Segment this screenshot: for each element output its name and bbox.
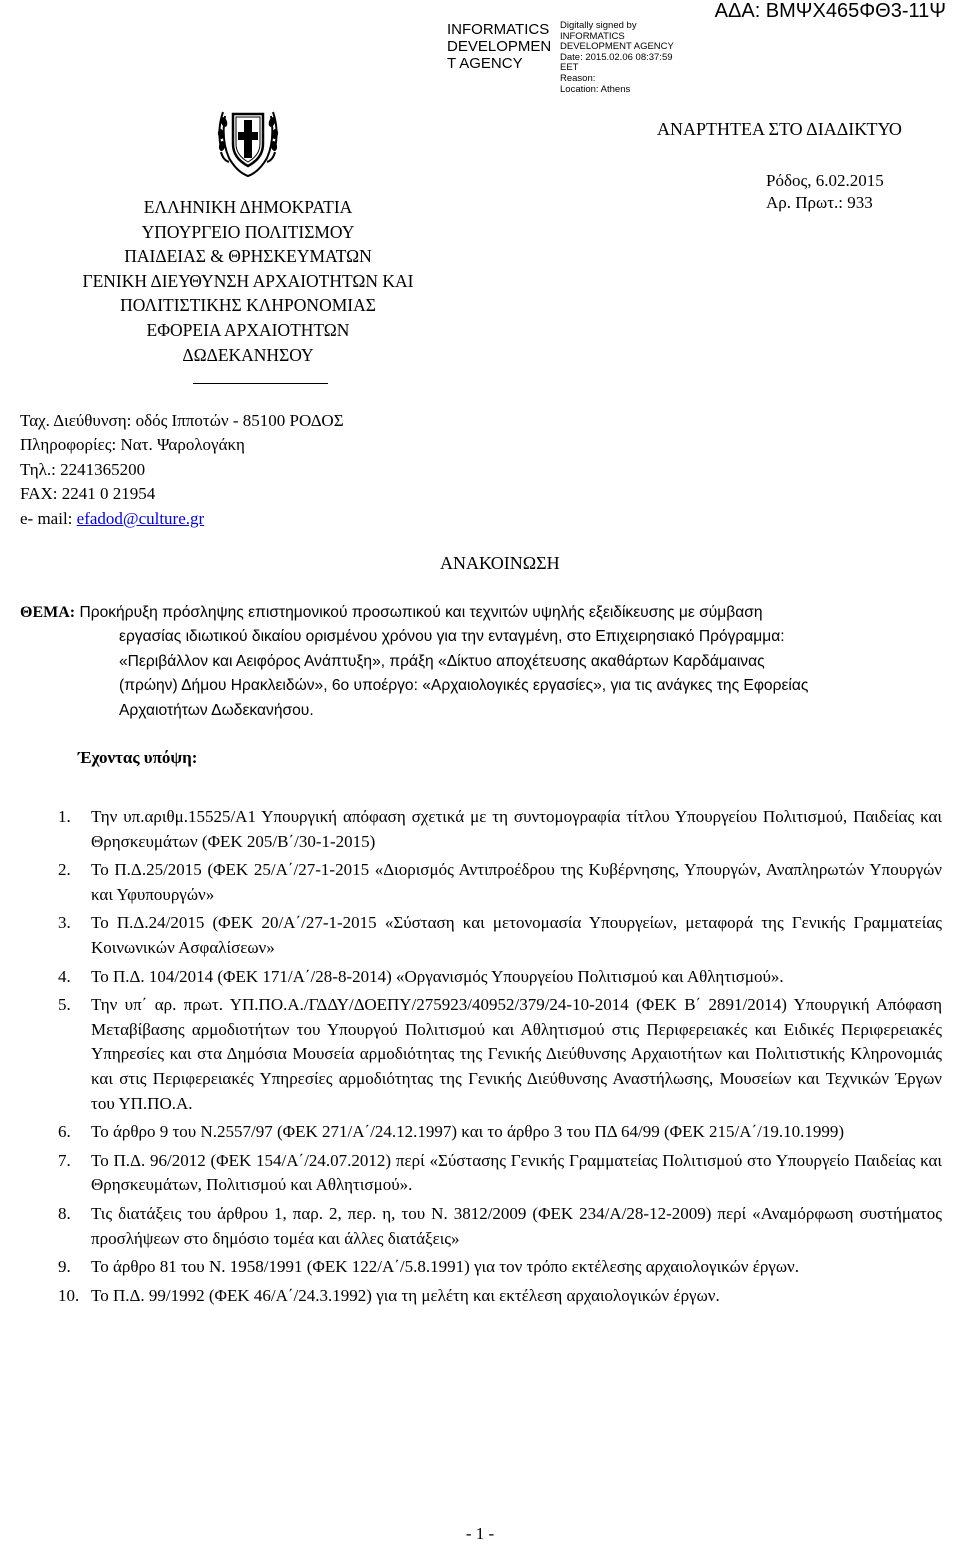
document-date: Ρόδος, 6.02.2015 <box>766 171 884 190</box>
subject-line: (πρώην) Δήμου Ηρακλειδών», 6ο υποέργο: «Αρχαιολογικές εργασίες», για τις ανάγκες της Εφορείας <box>119 677 809 695</box>
protocol-number: Αρ. Πρωτ.: 933 <box>766 193 873 212</box>
reference-item <box>58 1255 942 1280</box>
considering-heading: Έχοντας υπόψη: <box>78 748 198 767</box>
reference-number: 7. <box>58 1150 71 1170</box>
signature-detail-line: Reason: <box>560 72 596 84</box>
post-online-label: ΑΝΑΡΤΗΤΕΑ ΣΤΟ ΔΙΑΔΙΚΤΥΟ <box>657 119 902 139</box>
subject-block <box>20 601 950 723</box>
issuer-line: ΓΕΝΙΚΗ ΔΙΕΥΘΥΝΣΗ ΑΡΧΑΙΟΤΗΤΩΝ ΚΑΙ <box>82 270 414 291</box>
signature-details <box>560 21 674 95</box>
issuer-line: ΕΦΟΡΕΙΑ ΑΡΧΑΙΟΤΗΤΩΝ <box>146 319 350 340</box>
signature-org-line: INFORMATICS <box>447 21 550 38</box>
contact-block <box>20 409 344 531</box>
contact-phone: Τηλ.: 2241365200 <box>20 459 146 479</box>
issuer-line: ΔΩΔΕΚΑΝΗΣΟΥ <box>182 344 314 365</box>
page-number: - 1 - <box>465 1524 495 1543</box>
reference-text: Το Π.Δ.24/2015 (ΦΕΚ 20/Α΄/27-1-2015 «Σύσταση και μετονομασία Υπουργείων, μεταφορά της Γενικής Γραμματείας Κοινωνικών Ασφαλίσεων» <box>91 913 942 957</box>
reference-number: 3. <box>58 913 71 933</box>
contact-email-label: e- mail: <box>20 508 77 528</box>
contact-info: Πληροφορίες: Νατ. Ψαρολογάκη <box>20 435 245 455</box>
reference-number: 4. <box>58 966 71 986</box>
issuer-line: ΥΠΟΥΡΓΕΙΟ ΠΟΛΙΤΙΣΜΟΥ <box>141 221 355 242</box>
signature-detail-line: Date: 2015.02.06 08:37:59 <box>560 51 673 63</box>
reference-item <box>58 805 942 854</box>
reference-text: Το άρθρο 9 του Ν.2557/97 (ΦΕΚ 271/Α΄/24.12.1997) και το άρθρο 3 του ΠΔ 64/99 (ΦΕΚ 215/Α΄/19.10.1999) <box>91 1122 845 1142</box>
signature-detail-line: Digitally signed by <box>560 20 637 31</box>
issuer-line: ΠΑΙΔΕΙΑΣ & ΘΡΗΣΚΕΥΜΑΤΩΝ <box>124 246 372 267</box>
contact-address: Ταχ. Διεύθυνση: οδός Ιπποτών - 85100 ΡΟΔΟΣ <box>20 411 344 430</box>
signature-org-line: DEVELOPMEN <box>447 38 552 55</box>
contact-email-link[interactable]: efadod@culture.gr <box>76 508 205 528</box>
announcement-title: ΑΝΑΚΟΙΝΩΣΗ <box>440 553 560 573</box>
signature-detail-line: INFORMATICS <box>560 30 625 42</box>
reference-text: Το Π.Δ. 96/2012 (ΦΕΚ 154/Α΄/24.07.2012) περί «Σύστασης Γενικής Γραμματείας Πολιτισμού στο Υπουργείο Παιδείας και Θρησκευμάτων, Πολιτισμού και Αθλητισμού». <box>91 1150 942 1195</box>
subject-line: «Περιβάλλον και Αειφόρος Ανάπτυξη», πράξη «Δίκτυο αποχέτευσης ακαθάρτων Καρδάμαινας <box>119 652 765 670</box>
reference-text: Την υπ.αριθμ.15525/Α1 Υπουργική απόφαση σχετικά με τη συντομογραφία τίτλου Υπουργείου Πολιτισμού, Παιδείας και Θρησκευμάτων (ΦΕΚ 205/Β΄/30-1-2015) <box>91 807 942 851</box>
reference-number: 2. <box>58 860 71 880</box>
reference-text: Το Π.Δ.25/2015 (ΦΕΚ 25/Α΄/27-1-2015 «Διορισμός Αντιπροέδρου της Κυβέρνησης, Υπουργών, Αναπληρωτών Υπουργών και Υφυπουργών» <box>91 860 942 904</box>
reference-text: Το Π.Δ. 104/2014 (ΦΕΚ 171/Α΄/28-8-2014) «Οργανισμός Υπουργείου Πολιτισμού και Αθλητισμού». <box>91 966 784 986</box>
contact-email-row <box>20 507 344 531</box>
contact-fax: FAX: 2241 0 21954 <box>20 484 156 504</box>
reference-text: Το άρθρο 81 του Ν. 1958/1991 (ΦΕΚ 122/Α΄/5.8.1991) για τον τρόπο εκτέλεσης αρχαιολογικών έργων. <box>91 1257 799 1277</box>
reference-number: 9. <box>58 1257 71 1277</box>
coat-of-arms-icon <box>215 100 281 180</box>
reference-number: 5. <box>58 995 71 1015</box>
issuer-block <box>20 195 476 367</box>
reference-number: 1. <box>58 807 71 826</box>
reference-item <box>58 965 942 990</box>
issuer-line: ΕΛΛΗΝΙΚΗ ΔΗΜΟΚΡΑΤΙΑ <box>143 197 353 217</box>
reference-text: Τις διατάξεις του άρθρου 1, παρ. 2, περ. η, του Ν. 3812/2009 (ΦΕΚ 234/Α/28-12-2009) περί «Αναμόρφωση συστήματος προσλήψεων στο δημόσιο τομέα και άλλες διατάξεις» <box>91 1203 942 1248</box>
reference-text: Το Π.Δ. 99/1992 (ΦΕΚ 46/Α΄/24.3.1992) για τη μελέτη και εκτέλεση αρχαιολογικών έργων. <box>91 1285 720 1305</box>
reference-item <box>58 993 942 1116</box>
signature-detail-line: EET <box>560 62 579 74</box>
references-list <box>58 805 942 1312</box>
subject-line: Προκήρυξη πρόσληψης επιστημονικού προσωπικού και τεχνιτών υψηλής εξειδίκευσης με σύμβαση <box>79 604 763 621</box>
issuer-divider <box>193 383 328 384</box>
date-block <box>766 170 884 214</box>
subject-line: εργασίας ιδιωτικού δικαίου ορισμένου χρόνου για την ενταγμένη, στο Επιχειρησιακό Πρόγραμμα: <box>119 628 785 646</box>
reference-item <box>58 1120 942 1145</box>
reference-number: 6. <box>58 1122 71 1142</box>
signature-detail-line: DEVELOPMENT AGENCY <box>560 41 674 53</box>
reference-item <box>58 858 942 907</box>
subject-label: ΘΕΜΑ: <box>20 604 76 621</box>
reference-item <box>58 1202 942 1251</box>
signature-org-line: T AGENCY <box>447 55 523 72</box>
ada-code: ΑΔΑ: ΒΜΨΧ465ΦΘ3-11Ψ <box>714 0 946 22</box>
reference-item <box>58 1149 942 1198</box>
reference-number: 10. <box>58 1285 80 1305</box>
subject-line: Αρχαιοτήτων Δωδεκανήσου. <box>119 701 314 719</box>
reference-text: Την υπ΄ αρ. πρωτ. ΥΠ.ΠΟ.Α./ΓΔΔΥ/ΔΟΕΠΥ/275923/40952/379/24-10-2014 (ΦΕΚ Β΄ 2891/2014) Υπουργική Απόφαση Μεταβίβασης αρμοδιοτήτων του Υπουργού Πολιτισμού και Αθλητισμού στις Περιφερειακές και Ειδικές Περιφερειακές Υπηρεσίες και στα Δημόσια Μουσεία αρμοδιότητας της Γενικής Διεύθυνσης Αρχαιοτήτων και Πολιτιστικής Κληρονομιάς και στις Περιφερειακές Υπηρεσίες αρμοδιότητας της Γενικής Διεύθυνσης Αναστήλωσης, Μουσείων και Τεχνικών Έργων του ΥΠ.ΠΟ.Α. <box>91 995 942 1113</box>
reference-number: 8. <box>58 1203 71 1223</box>
signature-organization <box>447 21 551 72</box>
reference-item <box>58 911 942 960</box>
issuer-line: ΠΟΛΙΤΙΣΤΙΚΗΣ ΚΛΗΡΟΝΟΜΙΑΣ <box>120 295 376 316</box>
signature-detail-line: Location: Athens <box>560 83 631 95</box>
reference-item <box>58 1284 942 1309</box>
